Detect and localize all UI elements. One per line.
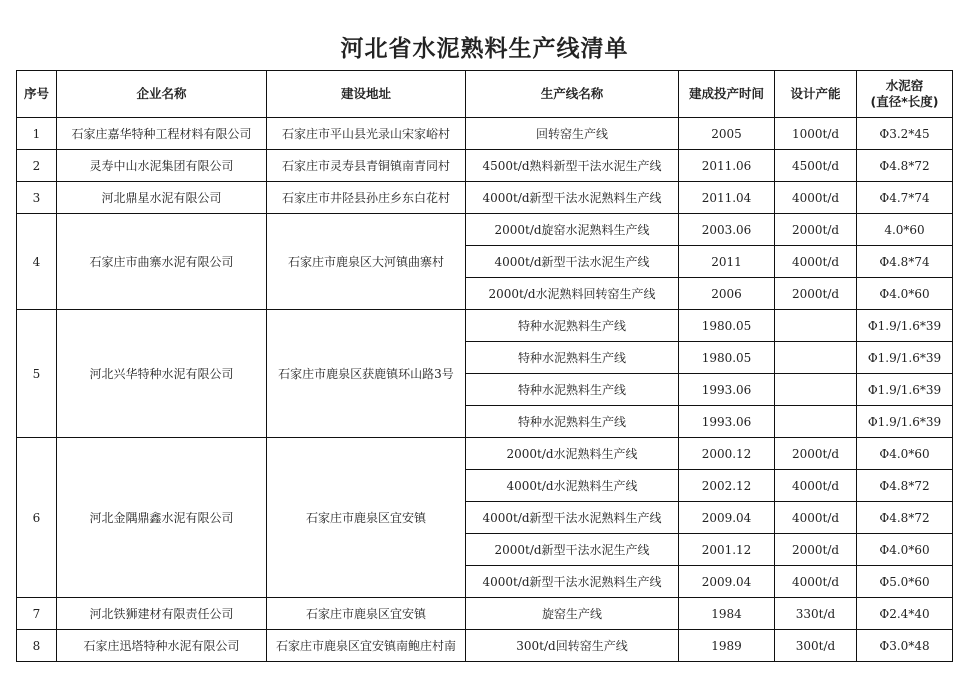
kiln-cell: Φ1.9/1.6*39: [857, 310, 953, 342]
start-time-cell: 2000.12: [679, 438, 775, 470]
header-no: 序号: [17, 71, 57, 118]
start-time-cell: 2006: [679, 278, 775, 310]
capacity-cell: 330t/d: [775, 598, 857, 630]
line-name-cell: 特种水泥熟料生产线: [466, 406, 679, 438]
capacity-cell: 4000t/d: [775, 470, 857, 502]
line-name-cell: 4000t/d新型干法水泥熟料生产线: [466, 566, 679, 598]
capacity-cell: 2000t/d: [775, 534, 857, 566]
capacity-cell: 2000t/d: [775, 278, 857, 310]
table-row: [17, 118, 953, 150]
header-line-name: 生产线名称: [466, 71, 679, 118]
line-name-cell: 旋窑生产线: [466, 598, 679, 630]
start-time-cell: 2011: [679, 246, 775, 278]
company-cell: 石家庄市曲寨水泥有限公司: [57, 214, 267, 310]
table-row: [17, 630, 953, 662]
header-address: 建设地址: [267, 71, 466, 118]
kiln-cell: Φ5.0*60: [857, 566, 953, 598]
start-time-cell: 1989: [679, 630, 775, 662]
company-cell: 河北鼎星水泥有限公司: [57, 182, 267, 214]
start-time-cell: 1993.06: [679, 406, 775, 438]
capacity-cell: 4000t/d: [775, 246, 857, 278]
address-cell: 石家庄市灵寿县青铜镇南青同村: [267, 150, 466, 182]
line-name-cell: 特种水泥熟料生产线: [466, 342, 679, 374]
start-time-cell: 2003.06: [679, 214, 775, 246]
kiln-cell: Φ3.2*45: [857, 118, 953, 150]
line-name-cell: 特种水泥熟料生产线: [466, 310, 679, 342]
start-time-cell: 1980.05: [679, 310, 775, 342]
no-cell: 6: [17, 438, 57, 598]
no-cell: 5: [17, 310, 57, 438]
start-time-cell: 1984: [679, 598, 775, 630]
table-row: [17, 310, 953, 342]
company-cell: 石家庄迅塔特种水泥有限公司: [57, 630, 267, 662]
address-cell: 石家庄市鹿泉区大河镇曲寨村: [267, 214, 466, 310]
capacity-cell: 4000t/d: [775, 566, 857, 598]
no-cell: 2: [17, 150, 57, 182]
capacity-cell: 4000t/d: [775, 182, 857, 214]
line-name-cell: 2000t/d旋窑水泥熟料生产线: [466, 214, 679, 246]
table-row: [17, 182, 953, 214]
table-row: [17, 598, 953, 630]
header-company: 企业名称: [57, 71, 267, 118]
line-name-cell: 4500t/d熟料新型干法水泥生产线: [466, 150, 679, 182]
table-row: [17, 214, 953, 246]
no-cell: 1: [17, 118, 57, 150]
header-row: [17, 71, 953, 118]
kiln-cell: Φ1.9/1.6*39: [857, 342, 953, 374]
start-time-cell: 2005: [679, 118, 775, 150]
line-name-cell: 回转窑生产线: [466, 118, 679, 150]
capacity-cell: [775, 342, 857, 374]
line-name-cell: 4000t/d新型干法水泥熟料生产线: [466, 502, 679, 534]
kiln-cell: Φ1.9/1.6*39: [857, 374, 953, 406]
company-cell: 石家庄嘉华特种工程材料有限公司: [57, 118, 267, 150]
header-kiln: [857, 71, 953, 118]
capacity-cell: 4000t/d: [775, 502, 857, 534]
kiln-cell: 4.0*60: [857, 214, 953, 246]
no-cell: 7: [17, 598, 57, 630]
start-time-cell: 2011.06: [679, 150, 775, 182]
address-cell: 石家庄市鹿泉区宜安镇: [267, 438, 466, 598]
header-kiln-label: 水泥窑: [885, 78, 924, 93]
capacity-cell: 300t/d: [775, 630, 857, 662]
no-cell: 8: [17, 630, 57, 662]
no-cell: 3: [17, 182, 57, 214]
address-cell: 石家庄市井陉县孙庄乡东白花村: [267, 182, 466, 214]
kiln-cell: Φ3.0*48: [857, 630, 953, 662]
kiln-cell: Φ4.8*72: [857, 502, 953, 534]
kiln-cell: Φ4.0*60: [857, 534, 953, 566]
address-cell: 石家庄市鹿泉区宜安镇: [267, 598, 466, 630]
company-cell: 河北金隅鼎鑫水泥有限公司: [57, 438, 267, 598]
start-time-cell: 2011.04: [679, 182, 775, 214]
no-cell: 4: [17, 214, 57, 310]
header-kiln-sub: (直径*长度): [870, 94, 939, 109]
capacity-cell: [775, 406, 857, 438]
start-time-cell: 2009.04: [679, 502, 775, 534]
capacity-cell: 2000t/d: [775, 438, 857, 470]
start-time-cell: 1980.05: [679, 342, 775, 374]
line-name-cell: 2000t/d水泥熟料回转窑生产线: [466, 278, 679, 310]
line-name-cell: 4000t/d水泥熟料生产线: [466, 470, 679, 502]
kiln-cell: Φ4.0*60: [857, 278, 953, 310]
kiln-cell: Φ2.4*40: [857, 598, 953, 630]
table-row: [17, 150, 953, 182]
line-name-cell: 300t/d回转窑生产线: [466, 630, 679, 662]
cement-line-table: [16, 70, 953, 662]
address-cell: 石家庄市平山县光录山宋家峪村: [267, 118, 466, 150]
address-cell: 石家庄市鹿泉区宜安镇南鲍庄村南: [267, 630, 466, 662]
header-start-time: 建成投产时间: [679, 71, 775, 118]
line-name-cell: 特种水泥熟料生产线: [466, 374, 679, 406]
capacity-cell: 1000t/d: [775, 118, 857, 150]
capacity-cell: [775, 310, 857, 342]
company-cell: 河北兴华特种水泥有限公司: [57, 310, 267, 438]
capacity-cell: [775, 374, 857, 406]
start-time-cell: 2009.04: [679, 566, 775, 598]
address-cell: 石家庄市鹿泉区获鹿镇环山路3号: [267, 310, 466, 438]
kiln-cell: Φ4.8*72: [857, 470, 953, 502]
line-name-cell: 4000t/d新型干法水泥生产线: [466, 246, 679, 278]
kiln-cell: Φ4.7*74: [857, 182, 953, 214]
company-cell: 灵寿中山水泥集团有限公司: [57, 150, 267, 182]
kiln-cell: Φ4.8*74: [857, 246, 953, 278]
kiln-cell: Φ1.9/1.6*39: [857, 406, 953, 438]
kiln-cell: Φ4.0*60: [857, 438, 953, 470]
line-name-cell: 2000t/d新型干法水泥生产线: [466, 534, 679, 566]
start-time-cell: 2001.12: [679, 534, 775, 566]
start-time-cell: 2002.12: [679, 470, 775, 502]
kiln-cell: Φ4.8*72: [857, 150, 953, 182]
line-name-cell: 4000t/d新型干法水泥熟料生产线: [466, 182, 679, 214]
start-time-cell: 1993.06: [679, 374, 775, 406]
header-capacity: 设计产能: [775, 71, 857, 118]
company-cell: 河北铁狮建材有限责任公司: [57, 598, 267, 630]
table-row: [17, 438, 953, 470]
line-name-cell: 2000t/d水泥熟料生产线: [466, 438, 679, 470]
document-title: 河北省水泥熟料生产线清单: [340, 36, 629, 62]
capacity-cell: 2000t/d: [775, 214, 857, 246]
capacity-cell: 4500t/d: [775, 150, 857, 182]
